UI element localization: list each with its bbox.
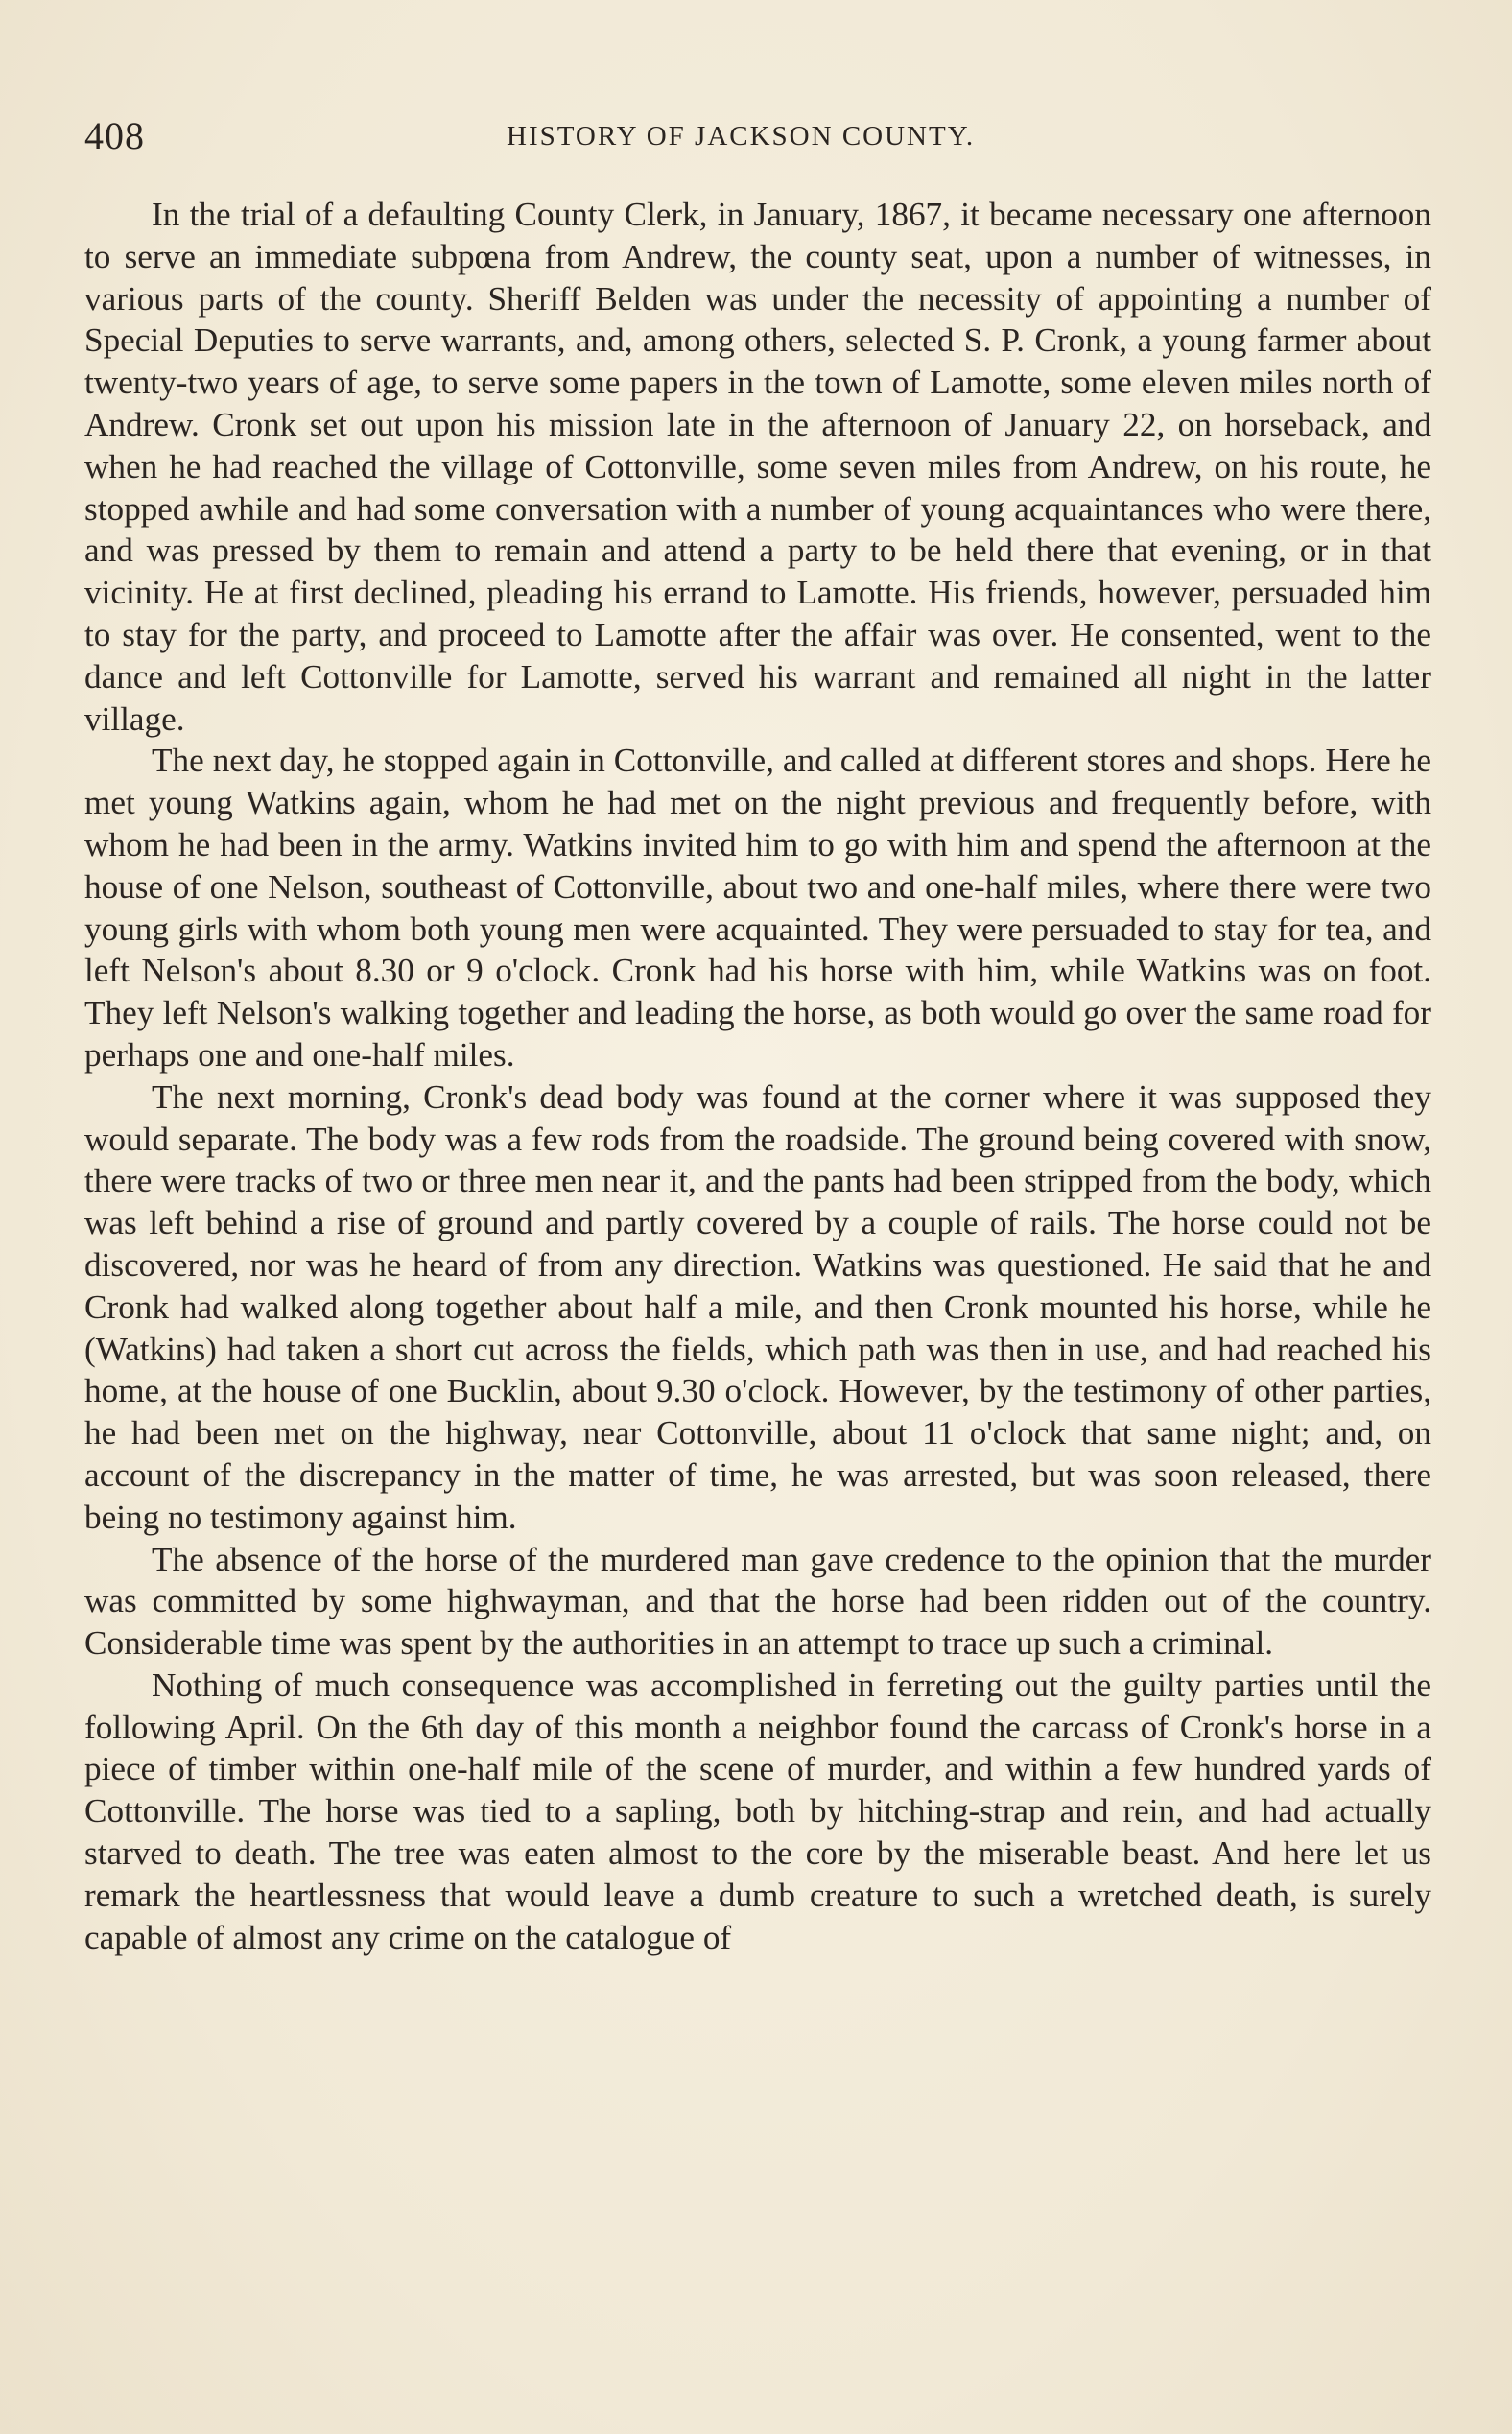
paragraph-next-day: The next day, he stopped again in Cottonville, and called at different stores and shops. Here he met young Watkins again, whom he had met on the night previous and frequently before, with whom he had been in the army. Watkins invited him to go with him and spend the afternoon at the house of one Nelson, southeast of Cottonville, about two and one-half miles, where there were two young girls with whom both young men were acquainted. They were persuaded to stay for tea, and left Nelson's about 8.30 or 9 o'clock. Cronk had his horse with him, while Watkins was on foot. They left Nelson's walking together and leading the horse, as both would go over the same road for perhaps one and one-half miles. bbox=[84, 742, 1431, 1074]
body-text bbox=[84, 194, 1431, 1958]
page-number: 408 bbox=[84, 114, 145, 157]
paragraph-horse-found: Nothing of much consequence was accomplished in ferreting out the guilty parties until the following April. On the 6th day of this month a neighbor found the carcass of Cronk's horse in a piece of timber within one-half mile of the scene of murder, and within a few hundred yards of Cottonville. The horse was tied to a sapling, both by hitching-strap and rein, and had actually starved to death. The tree was eaten almost to the core by the miserable beast. And here let us remark the heartlessness that would leave a dumb creature to such a wretched death, is surely capable of almost any crime on the catalogue of bbox=[84, 1666, 1431, 1956]
page-header bbox=[84, 113, 1428, 171]
paragraph-trial: In the trial of a defaulting County Clerk, in January, 1867, it became necessary one afternoon to serve an immediate subpœna from Andrew, the county seat, upon a number of witnesses, in various parts of the county. Sheriff Belden was under the necessity of appointing a number of Special Deputies to serve warrants, and, among others, selected S. P. Cronk, a young farmer about twenty-two years of age, to serve some papers in the town of Lamotte, some eleven miles north of Andrew. Cronk set out upon his mission late in the afternoon of January 22, on horseback, and when he had reached the village of Cottonville, some seven miles from Andrew, on his route, he stopped awhile and had some conversation with a number of young acquaintances who were there, and was pressed by them to remain and attend a party to be held there that evening, or in that vicinity. He at first declined, pleading his errand to Lamotte. His friends, however, persuaded him to stay for the party, and proceed to Lamotte after the affair was over. He consented, went to the dance and left Cottonville for Lamotte, served his warrant and remained all night in the latter village. bbox=[84, 196, 1431, 738]
paragraph-horse-absence: The absence of the horse of the murdered man gave credence to the opinion that the murder was committed by some highwayman, and that the horse had been ridden out of the country. Considerable time was spent by the authorities in an attempt to trace up such a criminal. bbox=[84, 1540, 1431, 1663]
paragraph-body-found: The next morning, Cronk's dead body was found at the corner where it was supposed they would separate. The body was a few rods from the roadside. The ground being covered with snow, there were tracks of two or three men near it, and the pants had been stripped from the body, which was left behind a rise of ground and partly covered by a couple of rails. The horse could not be discovered, nor was he heard of from any direction. Watkins was questioned. He said that he and Cronk had walked along together about half a mile, and then Cronk mounted his horse, while he (Watkins) had taken a short cut across the fields, which path was then in use, and had reached his home, at the house of one Bucklin, about 9.30 o'clock. However, by the testimony of other parties, he had been met on the highway, near Cottonville, about 11 o'clock that same night; and, on account of the discrepancy in the matter of time, he was arrested, but was soon released, there being no testimony against him. bbox=[84, 1077, 1431, 1536]
running-head: HISTORY OF JACKSON COUNTY. bbox=[507, 121, 976, 152]
